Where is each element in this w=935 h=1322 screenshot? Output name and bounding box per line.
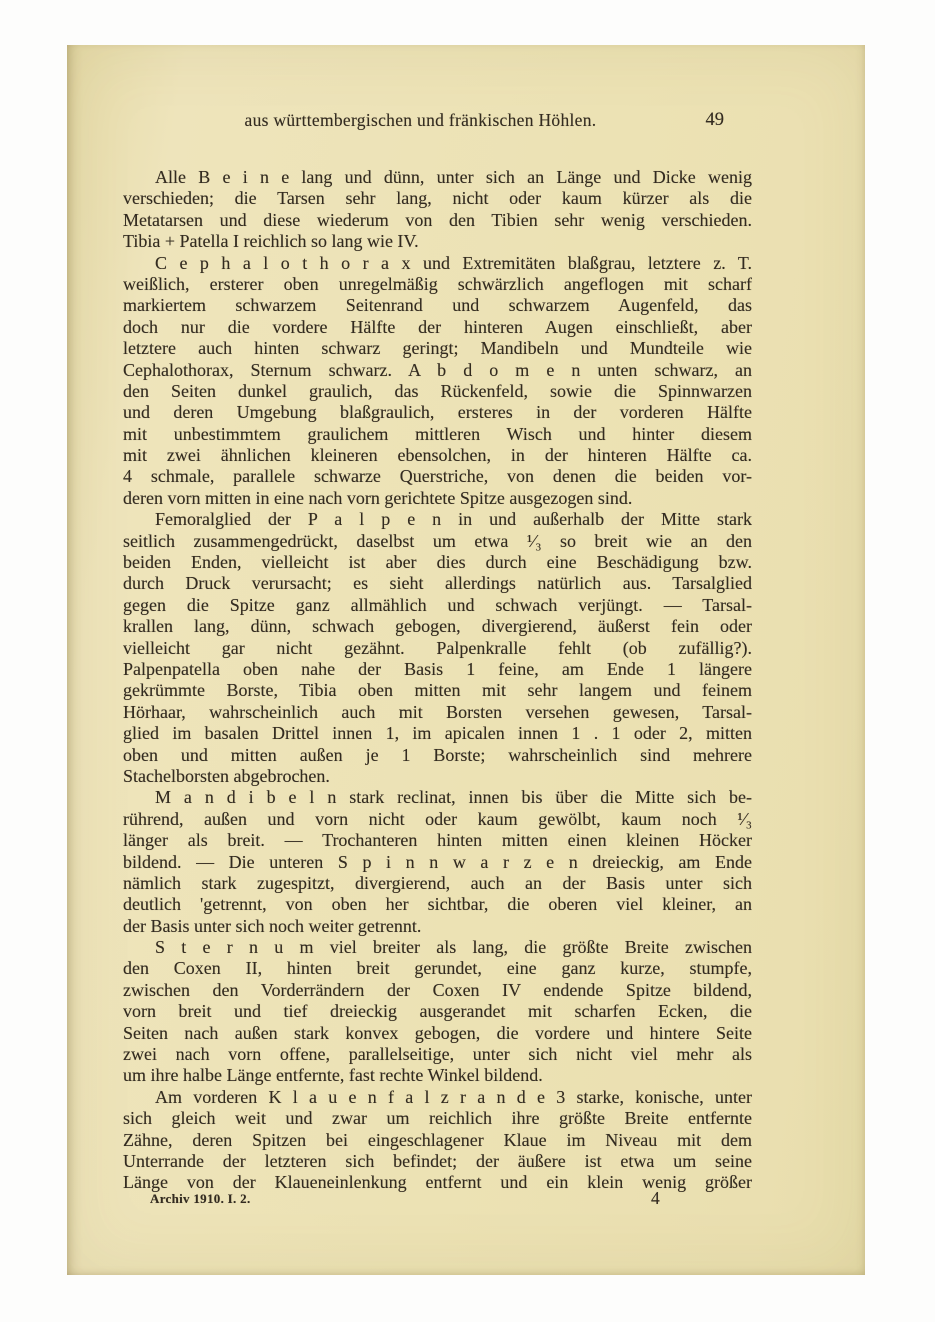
text-line: mit unbestimmtem graulichem mittleren Wisch und hinter diesem — [123, 423, 752, 444]
text-line: glied im basalen Drittel innen 1, im apicalen innen 1 . 1 oder 2, mitten — [123, 723, 752, 744]
imprint: Archiv 1910. I. 2. — [150, 1191, 251, 1206]
text-line: Palpenpatella oben nahe der Basis 1 feine, am Ende 1 längere — [123, 658, 752, 679]
text-line: deren vorn mitten in eine nach vorn gerichtete Spitze ausgezogen sind. — [123, 487, 633, 508]
text-line: Tibia + Patella I reichlich so lang wie IV. — [123, 231, 419, 252]
page-header — [123, 107, 752, 133]
text-line: doch nur die vordere Hälfte der hinteren Augen einschließt, aber — [123, 316, 752, 337]
text-line: krallen lang, dünn, schwach gebogen, divergierend, äußerst fein oder — [123, 616, 752, 637]
text-line: Länge von der Klaueneinlenkung entfernt und ein klein wenig größer — [123, 1172, 752, 1193]
signature-mark: 4 — [651, 1188, 660, 1208]
text-line: Femoralglied der P a l p e n in und außerhalb der Mitte stark — [155, 509, 752, 530]
text-line: verschieden; die Tarsen sehr lang, nicht oder kaum kürzer als die — [123, 188, 752, 209]
page-footer — [123, 1188, 752, 1210]
text-line: der Basis unter sich noch weiter getrennt. — [123, 915, 422, 936]
text-line: beiden Enden, vielleicht ist aber dies durch eine Beschädigung bzw. — [123, 552, 752, 573]
text-line: Stachelborsten abgebrochen. — [123, 765, 330, 786]
text-line: den Seiten dunkel graulich, das Rückenfeld, sowie die Spinnwarzen — [123, 380, 752, 401]
text-line: weißlich, ersterer oben unregelmäßig schwärzlich angeflogen mit scharf — [123, 273, 752, 294]
text-line: oben und mitten außen je 1 Borste; wahrscheinlich sind mehrere — [123, 744, 752, 765]
text-line: durch Druck verursacht; es sieht allerdings natürlich aus. Tarsalglied — [123, 573, 752, 594]
text-line: Seiten nach außen stark konvex gebogen, die vordere und hintere Seite — [123, 1022, 752, 1043]
text-line: letztere auch hinten schwarz geringt; Mandibeln und Mundteile wie — [123, 338, 752, 359]
text-line: Unterrande der letzteren sich befindet; der äußere ist etwa um seine — [123, 1150, 752, 1171]
text-line: seitlich zusammengedrückt, daselbst um etwa ¹⁄₃ so breit wie an den — [123, 530, 752, 551]
text-line: Am vorderen K l a u e n f a l z r a n d e 3 starke, konische, unter — [155, 1086, 752, 1107]
text-line: 4 schmale, parallele schwarze Querstriche, von denen die beiden vor- — [123, 466, 752, 487]
text-line: S t e r n u m viel breiter als lang, die größte Breite zwischen — [155, 937, 752, 958]
text-line: vorn breit und tief dreieckig ausgerandet mit scharfen Ecken, die — [123, 1001, 752, 1022]
text-line: zwischen den Vorderrändern der Coxen IV endende Spitze bildend, — [123, 979, 752, 1000]
book-page — [67, 45, 865, 1275]
text-line: sich gleich weit und zwar um reichlich ihre größte Breite entfernte — [123, 1108, 752, 1129]
text-line: den Coxen II, hinten breit gerundet, eine ganz kurze, stumpfe, — [123, 958, 752, 979]
text-line: um ihre halbe Länge entfernte, fast rechte Winkel bildend. — [123, 1065, 543, 1086]
text-line: zwei nach vorn offene, parallelseitige, unter sich nicht viel mehr als — [123, 1044, 752, 1065]
text-line: Zähne, deren Spitzen bei eingeschlagener Klaue im Niveau mit dem — [123, 1129, 752, 1150]
text-line: Hörhaar, wahrscheinlich auch mit Borsten versehen gewesen, Tarsal- — [123, 701, 752, 722]
text-line: M a n d i b e l n stark reclinat, innen bis über die Mitte sich be- — [155, 787, 752, 808]
text-line: markiertem schwarzem Seitenrand und schwarzem Augenfeld, das — [123, 295, 752, 316]
text-line: bildend. — Die unteren S p i n n w a r z e n dreieckig, am Ende — [123, 851, 752, 872]
text-line: und deren Umgebung blaßgraulich, ersteres in der vorderen Hälfte — [123, 402, 752, 423]
text-line: mit zwei ähnlichen kleineren ebensolchen, in der hinteren Hälfte ca. — [123, 445, 752, 466]
text-line: gegen die Spitze ganz allmählich und schwach verjüngt. — Tarsal- — [123, 594, 752, 615]
page-body — [123, 167, 752, 1194]
page-number: 49 — [705, 110, 724, 130]
text-line: deutlich 'getrennt, von oben her sichtbar, die oberen viel kleiner, an — [123, 894, 752, 915]
text-line: Cephalothorax, Sternum schwarz. A b d o m e n unten schwarz, an — [123, 359, 752, 380]
text-line: C e p h a l o t h o r a x und Extremitäten blaßgrau, letztere z. T. — [155, 252, 752, 273]
text-line: länger als breit. — Trochanteren hinten mitten einen kleinen Höcker — [123, 830, 752, 851]
text-line: rührend, außen und vorn nicht oder kaum gewölbt, kaum noch ¹⁄₃ — [123, 808, 752, 829]
text-line: Metatarsen und diese wiederum von den Tibien sehr wenig verschieden. — [123, 209, 752, 230]
text-line: nämlich stark zugespitzt, divergierend, auch an der Basis unter sich — [123, 872, 752, 893]
running-title: aus württembergischen und fränkischen Höhlen. — [244, 110, 597, 130]
text-line: vielleicht gar nicht gezähnt. Palpenkralle fehlt (ob zufällig?). — [123, 637, 752, 658]
text-line: Alle B e i n e lang und dünn, unter sich an Länge und Dicke wenig — [155, 167, 752, 187]
text-line: gekrümmte Borste, Tibia oben mitten mit sehr langem und feinem — [123, 680, 752, 701]
